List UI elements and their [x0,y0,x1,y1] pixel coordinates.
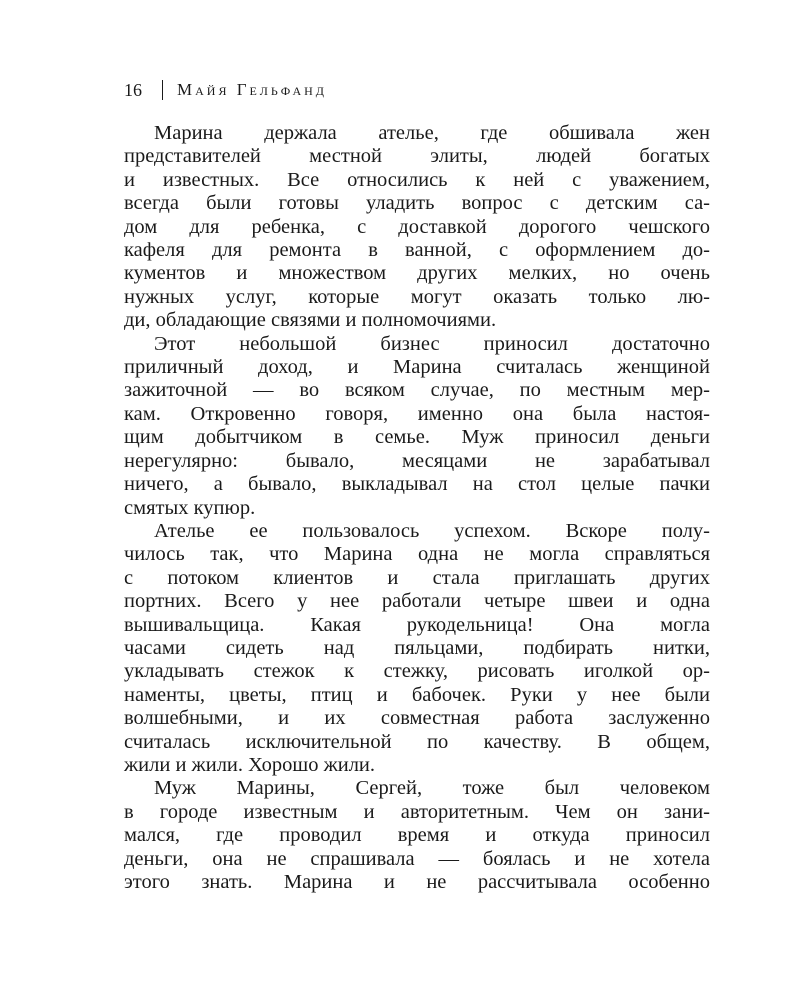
paragraph [124,520,710,777]
body-text [124,122,710,894]
text-line: всегда были готовы уладить вопрос с детским са- [124,192,710,215]
text-line: и известных. Все относились к ней с уважением, [124,168,710,191]
text-line: щим добытчиком в семье. Муж приносил деньги [124,426,710,449]
text-line: смятых купюр. [124,496,256,519]
text-line: часами сидеть над пяльцами, подбирать нитки, [124,636,710,659]
text-line: чилось так, что Марина одна не могла справляться [124,543,710,566]
text-line: считалась исключительной по качеству. В общем, [124,730,710,753]
paragraph [124,777,710,894]
text-line: приличный доход, и Марина считалась женщиной [124,356,710,379]
paragraph [124,333,710,520]
book-page [124,72,710,894]
text-line: ничего, а бывало, выкладывал на стол целые пачки [124,473,710,496]
text-line: зажиточной — во всяком случае, по местным мер- [124,379,710,402]
text-line: этого знать. Марина и не рассчитывала особенно [124,871,710,893]
text-line: с потоком клиентов и стала приглашать других [124,566,710,589]
text-line: представителей местной элиты, людей богатых [124,145,710,168]
text-line: волшебными, и их совместная работа заслуженно [124,707,710,730]
header-separator [162,80,163,100]
text-line: жили и жили. Хорошо жили. [124,753,376,776]
text-line: нерегулярно: бывало, месяцами не зарабатывал [124,449,710,472]
text-line: кам. Откровенно говоря, именно она была настоя- [124,402,710,425]
text-line: мался, где проводил время и откуда приносил [124,824,710,847]
text-line: Ателье ее пользовалось успехом. Вскоре полу- [154,519,710,542]
text-line: портних. Всего у нее работали четыре швеи и одна [124,590,710,613]
text-line: Марина держала ателье, где обшивала жен [154,122,710,144]
text-line: вышивальщица. Какая рукодельница! Она могла [124,613,710,636]
text-line: дом для ребенка, с доставкой дорогого чешского [124,215,710,238]
author-name: Майя Гельфанд [177,80,327,99]
running-head [124,72,710,108]
text-line: ди, обладающие связями и полномочиями. [124,309,497,332]
text-line: в городе известным и авторитетным. Чем он зани- [124,800,710,823]
text-line: укладывать стежок к стежку, рисовать иголкой ор- [124,660,710,683]
text-line: наменты, цветы, птиц и бабочек. Руки у нее были [124,683,710,706]
text-line: нужных услуг, которые могут оказать только лю- [124,285,710,308]
text-line: деньги, она не спрашивала — боялась и не хотела [124,847,710,870]
paragraph [124,122,710,333]
text-line: Муж Марины, Сергей, тоже был человеком [154,777,710,800]
page-number: 16 [124,79,142,100]
text-line: кафеля для ремонта в ванной, с оформлением до- [124,239,710,262]
text-line: Этот небольшой бизнес приносил достаточно [154,332,710,355]
text-line: кументов и множеством других мелких, но очень [124,262,710,285]
